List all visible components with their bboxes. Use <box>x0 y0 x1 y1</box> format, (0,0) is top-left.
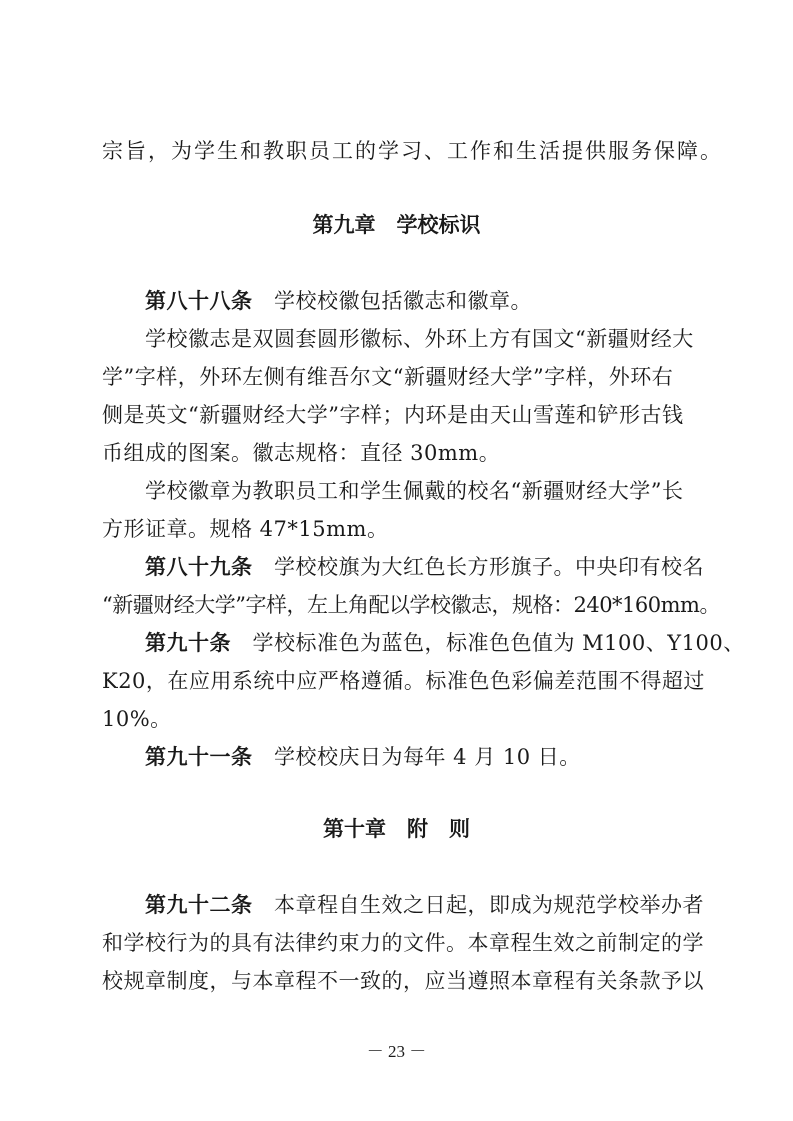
emblem-paragraph-line-1: 学校徽志是双圆套圆形徽标、外环上方有国文“新疆财经大 <box>145 327 694 351</box>
article-92-label: 第九十二条 <box>145 893 253 917</box>
article-88 <box>145 286 532 316</box>
badge-paragraph-line-1: 学校徽章为教职员工和学生佩戴的校名“新疆财经大学”长 <box>145 479 684 503</box>
chapter-9-heading: 第九章 学校标识 <box>312 213 481 237</box>
emblem-paragraph-line-2: 学”字样，外环左侧有维吾尔文“新疆财经大学”字样，外环右 <box>102 365 674 389</box>
article-92-line-2: 和学校行为的具有法律约束力的文件。本章程生效之前制定的学 <box>102 931 704 955</box>
badge-paragraph-line-2: 方形证章。规格 47*15mm。 <box>102 517 389 541</box>
article-89-text: 学校校旗为大红色长方形旗子。中央印有校名 <box>252 555 704 579</box>
emblem-paragraph-line-3: 侧是英文“新疆财经大学”字样；内环是由天山雪莲和铲形古钱 <box>102 403 684 427</box>
article-88-label: 第八十八条 <box>145 289 253 313</box>
intro-line: 宗旨，为学生和教职员工的学习、工作和生活提供服务保障。 <box>102 139 723 163</box>
article-89-label: 第八十九条 <box>145 555 253 579</box>
article-89-line-2: “新疆财经大学”字样，左上角配以学校徽志，规格：240*160mm。 <box>102 593 720 617</box>
chapter-10-heading: 第十章 附 则 <box>323 817 470 841</box>
article-92-line-1 <box>145 890 704 920</box>
article-91-text: 学校校庆日为每年 4 月 10 日。 <box>252 745 581 769</box>
article-90-line-2: K20，在应用系统中应严格遵循。标准色色彩偏差范围不得超过 <box>102 669 705 693</box>
article-92-text: 本章程自生效之日起，即成为规范学校举办者 <box>252 893 704 917</box>
emblem-paragraph-line-4: 币组成的图案。徽志规格：直径 30mm。 <box>102 441 501 465</box>
article-90-line-3: 10%。 <box>102 707 172 731</box>
article-91 <box>145 742 581 772</box>
article-90-line-1 <box>145 628 745 658</box>
article-90-label: 第九十条 <box>145 631 231 655</box>
article-91-label: 第九十一条 <box>145 745 253 769</box>
article-89-line-1 <box>145 552 704 582</box>
article-92-line-3: 校规章制度，与本章程不一致的，应当遵照本章程有关条款予以 <box>102 969 704 993</box>
article-90-text: 学校标准色为蓝色，标准色色值为 M100、Y100、 <box>231 631 745 655</box>
article-88-text: 学校校徽包括徽志和徽章。 <box>252 289 532 313</box>
page-number: － 23 － <box>366 1042 427 1061</box>
